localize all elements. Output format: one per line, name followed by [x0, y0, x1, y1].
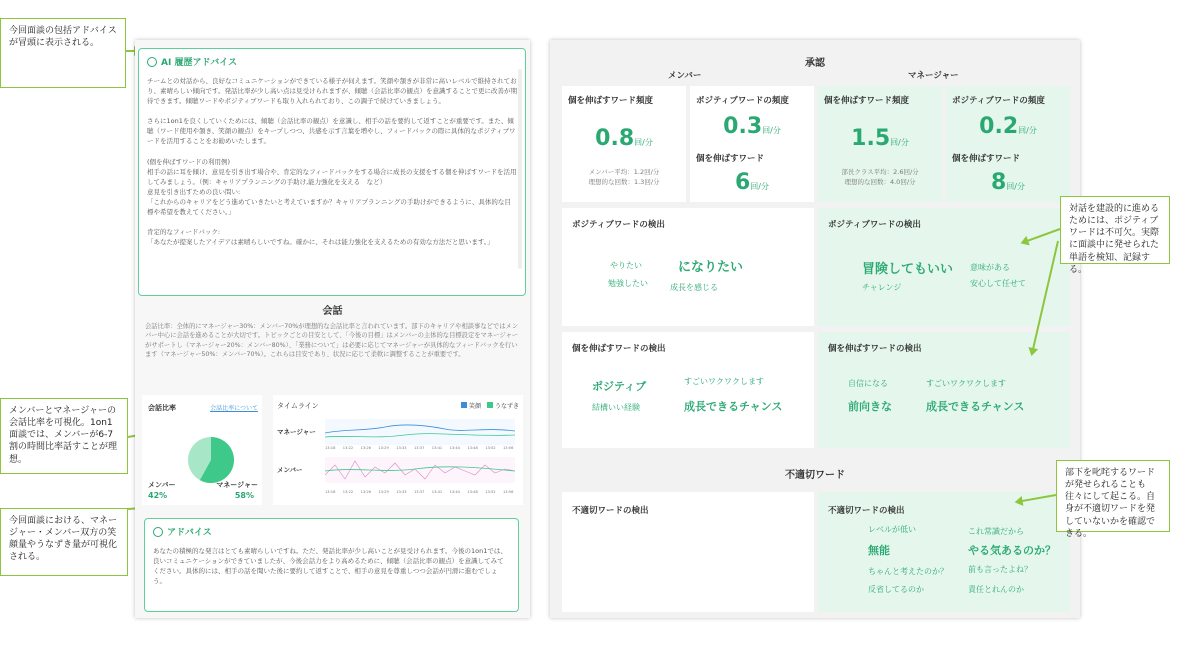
positive-word: 勉強したい [608, 279, 648, 288]
inappropriate-word: やる気あるのか？ [968, 544, 1056, 557]
member-grow-count-title: 個を伸ばすワード [696, 154, 765, 164]
member-pct: 42% [148, 491, 168, 500]
advice-title: アドバイス [167, 528, 212, 538]
member-grow-count-unit: 回/分 [750, 182, 769, 191]
manager-tick-label: 13:18 [325, 446, 336, 450]
inappropriate-word: 無能 [868, 544, 890, 557]
manager-avg: 部長クラス平均：2.6回/分 [841, 168, 919, 176]
legend-smile-swatch [461, 402, 467, 408]
member-grow-freq-card [562, 86, 686, 202]
manager-grow-count-title: 個を伸ばすワード [952, 154, 1021, 164]
timeline-row-member: メンバー [277, 466, 303, 474]
manager-grow-freq-value: 1.5 [851, 126, 891, 151]
lightbulb-icon [147, 57, 157, 67]
manager-tick-label: 13:56 [503, 446, 514, 450]
ratio-info-link[interactable]: 会話比率について [210, 405, 258, 412]
positive-word: になりたい [678, 260, 744, 275]
member-inappropriate-card [562, 492, 814, 612]
member-grow-count-value: 6 [734, 170, 751, 195]
manager-header: マネージャー [908, 71, 959, 81]
member-header: メンバー [668, 71, 702, 81]
member-avg: メンバー平均：1.2回/分 [588, 168, 660, 176]
member-grow-card [562, 332, 814, 448]
grow-word: 結構いい経験 [592, 403, 640, 412]
manager-tick-label: 13:26 [360, 446, 371, 450]
grow-word: 前向きな [848, 400, 892, 413]
manager-tick-label: 13:29 [378, 446, 389, 450]
positive-word: 冒険してもいい [862, 262, 954, 277]
manager-pos-freq-unit: 回/分 [1018, 126, 1037, 135]
manager-grow-freq-card [818, 86, 942, 202]
grow-word: すごいワクワクします [684, 377, 764, 386]
manager-tick-label: 13:22 [342, 446, 354, 450]
report-panel-right [550, 40, 1080, 618]
callout-timeline: 今回面談における、マネージャー・メンバー双方の笑顔量やうなずき量が可視化される。 [0, 508, 128, 576]
manager-inappropriate-card [818, 492, 1070, 612]
manager-tick-label: 13:52 [485, 446, 496, 450]
member-tick-label: 13:56 [503, 490, 514, 494]
advice-box [144, 518, 519, 612]
positive-word: 意味がある [970, 263, 1010, 272]
manager-grow-freq-title: 個を伸ばすワード頻度 [824, 96, 910, 106]
manager-ideal: 理想的な回数：4.0回/分 [844, 177, 916, 186]
member-pos-freq-title: ポジティブワードの頻度 [696, 96, 789, 106]
manager-grow-title: 個を伸ばすワードの検出 [828, 344, 922, 354]
positive-word: やりたい [610, 261, 642, 270]
scrollbar[interactable] [518, 69, 522, 269]
member-positive-title: ポジティブワードの検出 [572, 220, 665, 230]
member-ideal: 理想的な回数：1.3回/分 [588, 177, 660, 186]
inappropriate-word: これ常識だから [968, 527, 1024, 536]
grow-word: 成長できるチャンス [684, 400, 783, 413]
ratio-card [142, 395, 262, 505]
conversation-text: 会話比率：全体的にマネージャー30%：メンバー70%が理想的な会話比率と言われています。部下のキャリアや相談事などではメンバー中心に会話を進めることが大切です。トピックごとの目安として、「今後の目標」はメンバーの主体的な目標設定をマネージャーがサポートし（マネージャー20%：メンバー80%）、「業務について」は必要に応じてマネージャーが具体的なフィードバックを行います（マネージャー50%：メンバー70%）。これらは目安であり、状況に応じて柔軟に調整することが重要です。 [145, 323, 519, 359]
ratio-pie-chart [186, 435, 236, 485]
report-panel-left [135, 40, 530, 618]
approval-title: 承認 [805, 58, 825, 69]
conversation-title: 会話 [322, 306, 343, 317]
callout-advice: 今回面談の包括アドバイスが冒頭に表示される。 [0, 18, 126, 88]
legend-nod: うなずき [494, 403, 519, 410]
inappropriate-word: 反省してるのか [868, 585, 924, 594]
grow-word: 自信になる [848, 379, 888, 388]
legend-nod-swatch [487, 402, 493, 408]
timeline-band-manager [325, 419, 515, 445]
timeline-card [273, 395, 523, 505]
manager-pos-freq-value: 0.2 [979, 114, 1019, 139]
inappropriate-word: 責任とれんのか [968, 585, 1024, 594]
grow-word: ポジティブ [592, 380, 647, 393]
member-tick-label: 13:44 [449, 490, 460, 494]
timeline-row-manager: マネージャー [277, 428, 316, 436]
manager-inappropriate-title: 不適切ワードの検出 [828, 506, 905, 516]
timeline-title: タイムライン [277, 402, 319, 410]
member-tick-label: 13:18 [325, 490, 336, 494]
member-tick-label: 13:52 [485, 490, 496, 494]
grow-word: 成長できるチャンス [926, 400, 1025, 413]
member-grow-freq-unit: 回/分 [634, 138, 653, 147]
callout-ratio: メンバーとマネージャーの会話比率を可視化。1on1面談では、メンバーが6-7割の時間比率話すことが理想。 [0, 398, 128, 474]
manager-tick-label: 13:48 [467, 446, 478, 450]
member-tick-label: 13:29 [378, 490, 389, 494]
ai-advice-box [138, 48, 526, 296]
member-inappropriate-title: 不適切ワードの検出 [572, 506, 649, 516]
callout-inappropriate: 部下を叱咤するワードが発せられることも往々にして起こる。自身が不適切ワードを発していないかを確認できる。 [1056, 460, 1170, 532]
manager-positive-card [818, 208, 1070, 326]
member-tick-label: 13:26 [360, 490, 371, 494]
manager-tick-label: 13:37 [414, 446, 425, 450]
manager-label: マネージャー [216, 481, 258, 489]
callout-positive: 対話を建設的に進めるためには、ポジティブワードは不可欠。実際に面談中に発せられた単語を検知、記録する。 [1060, 196, 1170, 264]
inappropriate-title: 不適切ワード [785, 470, 845, 481]
ratio-title: 会話比率 [148, 404, 176, 412]
advice-text: あなたの積極的な発言はとても素晴らしいですね。ただ、発話比率が少し高いことが見受けられます。今後の1on1では、良いコミュニケーションができていましたが、今後会話力をより高めるために、傾聴（会話比率の観点）を意識してみてください。具体的には、相手の話を聞いた後に要約して返すことで、相手の意見を尊重しつつ会話が円滑に進むでしょう。 [153, 547, 507, 586]
manager-tick-label: 13:33 [396, 446, 407, 450]
member-tick-label: 13:37 [414, 490, 425, 494]
manager-pct: 58% [234, 491, 254, 500]
manager-pos-freq-card [946, 86, 1070, 202]
manager-pos-freq-title: ポジティブワードの頻度 [952, 96, 1045, 106]
grow-word: すごいワクワクします [926, 379, 1006, 388]
member-positive-card [562, 208, 814, 326]
manager-grow-count-unit: 回/分 [1006, 182, 1025, 191]
ai-advice-text: チームとの対話から、良好なコミュニケーションができている様子が伺えます。笑顔や頷きが非常に高いレベルで維持されており、素晴らしい傾向です。発話比率が少し高い点は見受けられますが、傾聴（会話比率の観点）を意識することで更に改善が期待できます。傾聴ワードやポジティブワードも取り入れられており、この調子で続けていきましょう。 さらに1on1を良くしていくためには、傾聴（会話比率の観点）を意識し、相手の話を要約して返すことが重要です。また、傾聴（ワード使用や頷き、笑顔の観点）をキープしつつ、共感を示す言葉を増やし、フィードバックの際に具体的なポジティブワードを活用することをお勧めいたします。 (個を伸ばすワードの利用例) 相手の話に耳を傾け、意見を引き出す場合や、肯定的なフィードバックをする場合に成長の支援をする個を伸ばすワードを活用してみましょう。（例：キャリアプランニングの手助け,能力強化を支える など） 意見を引き出すための良い問い: 「これからのキャリアをどう進めていきたいと考えていますか？キャリアプランニングの手助けができるように、具体的な目標や希望を教えてください。」 肯定的なフィードバック: 「あなたが提案したアイデアは素晴らしいですね。確かに、それは能力強化を支えるための有効な方法だと思います。」 [147, 77, 517, 246]
inappropriate-word: ちゃんと考えたのか？ [868, 567, 948, 576]
legend-smile: 笑顔 [469, 403, 482, 410]
positive-word: 安心して任せて [970, 279, 1026, 288]
member-grow-title: 個を伸ばすワードの検出 [572, 344, 666, 354]
manager-grow-freq-unit: 回/分 [890, 138, 909, 147]
member-grow-freq-value: 0.8 [595, 126, 635, 151]
lightbulb-icon [153, 527, 163, 537]
manager-grow-count-value: 8 [990, 170, 1007, 195]
member-tick-label: 13:48 [467, 490, 478, 494]
member-tick-label: 13:33 [396, 490, 407, 494]
member-tick-label: 13:41 [431, 490, 443, 494]
inappropriate-word: レベルが低い [868, 525, 916, 534]
member-label: メンバー [148, 481, 176, 489]
positive-word: チャレンジ [862, 283, 902, 292]
ai-advice-title: AI 履歴アドバイス [161, 58, 238, 68]
member-tick-label: 13:22 [342, 490, 354, 494]
positive-word: 成長を感じる [670, 283, 718, 292]
member-pos-freq-value: 0.3 [723, 114, 763, 139]
manager-tick-label: 13:41 [431, 446, 443, 450]
member-pos-freq-unit: 回/分 [762, 126, 781, 135]
member-pos-freq-card [690, 86, 814, 202]
member-grow-freq-title: 個を伸ばすワード頻度 [568, 96, 654, 106]
inappropriate-word: 前も言ったよね？ [968, 565, 1032, 574]
manager-tick-label: 13:44 [449, 446, 460, 450]
manager-positive-title: ポジティブワードの検出 [828, 220, 921, 230]
timeline-chart [325, 409, 515, 505]
